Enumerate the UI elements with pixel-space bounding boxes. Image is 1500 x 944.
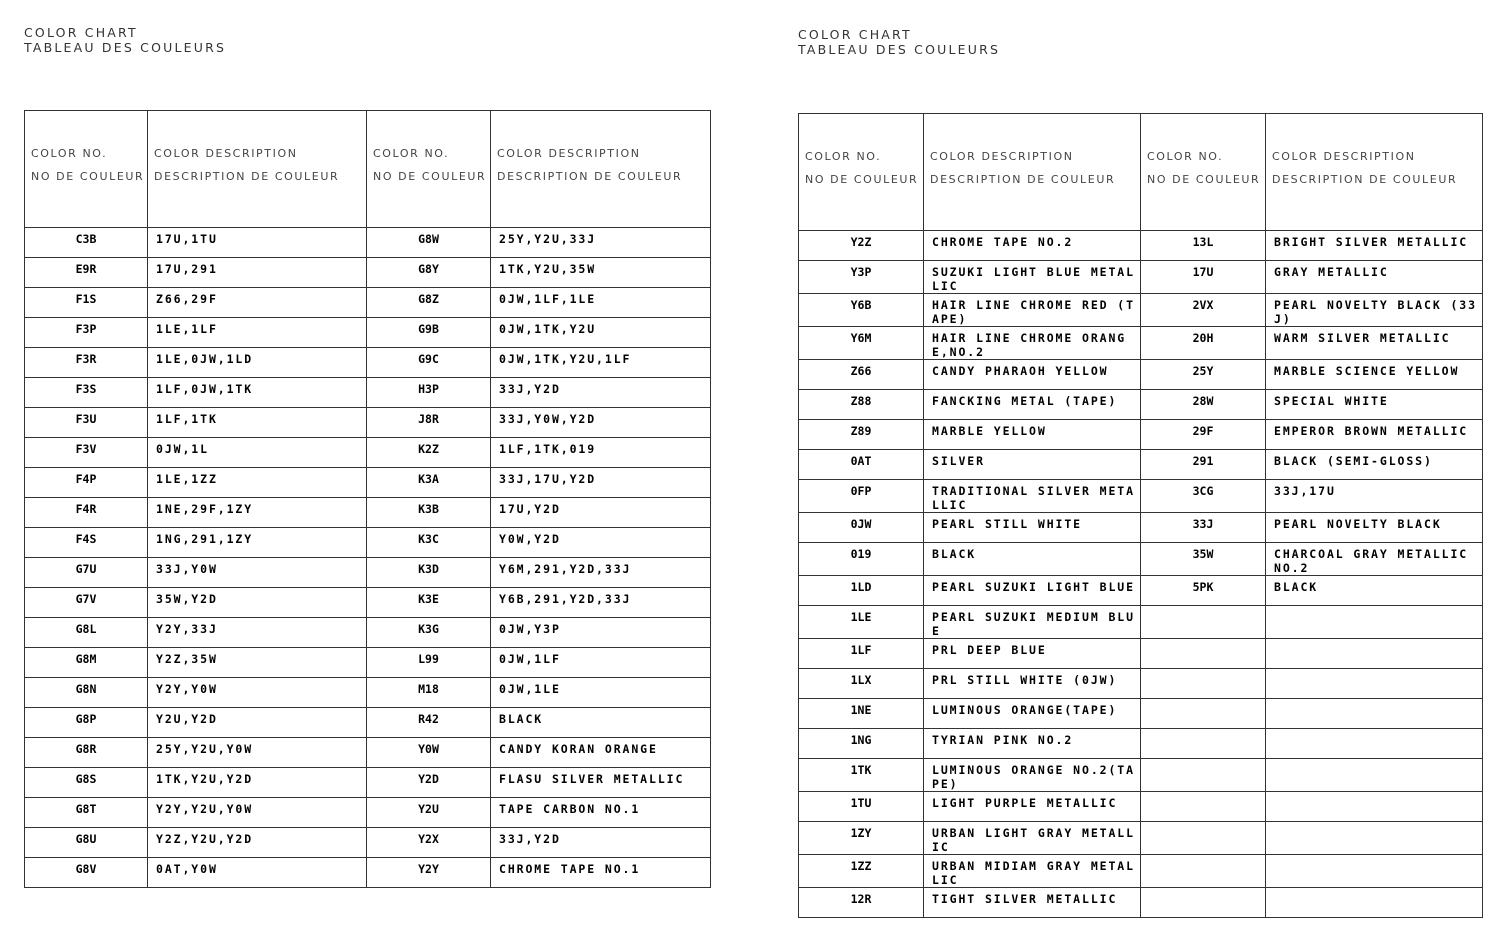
color-description: 1NE,29F,1ZY	[148, 498, 367, 528]
color-description	[1266, 855, 1483, 888]
table-row	[25, 738, 711, 768]
color-number: 3CG	[1141, 480, 1266, 513]
table-row	[799, 606, 1483, 639]
color-number: Y0W	[367, 738, 491, 768]
color-description: BLACK (SEMI-GLOSS)	[1266, 450, 1483, 480]
color-number: G8V	[25, 858, 148, 888]
color-number	[1141, 792, 1266, 822]
color-description: 17U,Y2D	[491, 498, 711, 528]
left-color-table	[24, 110, 711, 888]
color-description: 25Y,Y2U,Y0W	[148, 738, 367, 768]
table-row	[799, 231, 1483, 261]
color-description: EMPEROR BROWN METALLIC	[1266, 420, 1483, 450]
left-title-fr: TABLEAU DES COULEURS	[24, 40, 227, 55]
color-number: 1LX	[799, 669, 924, 699]
color-description: PRL DEEP BLUE	[924, 639, 1141, 669]
color-description	[1266, 639, 1483, 669]
color-description: BLACK	[491, 708, 711, 738]
color-number: F4P	[25, 468, 148, 498]
color-number: Y2X	[367, 828, 491, 858]
color-number: K2Z	[367, 438, 491, 468]
color-description: 25Y,Y2U,33J	[491, 228, 711, 258]
color-no-header: COLOR NO. NO DE COULEUR	[799, 114, 924, 231]
color-description: 33J,Y2D	[491, 378, 711, 408]
color-number: 35W	[1141, 543, 1266, 576]
color-description: FANCKING METAL (TAPE)	[924, 390, 1141, 420]
color-description: LUMINOUS ORANGE NO.2(TAPE)	[924, 759, 1141, 792]
color-description: 1TK,Y2U,Y2D	[148, 768, 367, 798]
color-number: G9B	[367, 318, 491, 348]
color-number: K3A	[367, 468, 491, 498]
color-description-header: COLOR DESCRIPTION DESCRIPTION DE COULEUR	[148, 111, 367, 228]
color-description: 17U,1TU	[148, 228, 367, 258]
color-number: Z66	[799, 360, 924, 390]
color-description: 0JW,1LF,1LE	[491, 288, 711, 318]
table-row	[25, 588, 711, 618]
table-row	[799, 822, 1483, 855]
table-row	[799, 420, 1483, 450]
color-number: 20H	[1141, 327, 1266, 360]
color-number: G8Y	[367, 258, 491, 288]
table-row	[25, 798, 711, 828]
color-description: MARBLE YELLOW	[924, 420, 1141, 450]
color-number: K3G	[367, 618, 491, 648]
color-number: Y3P	[799, 261, 924, 294]
right-title-fr: TABLEAU DES COULEURS	[798, 42, 1001, 57]
color-description	[1266, 606, 1483, 639]
color-number: G8W	[367, 228, 491, 258]
color-number: Y6M	[799, 327, 924, 360]
color-description: Y0W,Y2D	[491, 528, 711, 558]
color-number: 12R	[799, 888, 924, 918]
color-number: F3V	[25, 438, 148, 468]
color-description	[1266, 888, 1483, 918]
color-description	[1266, 699, 1483, 729]
color-description: 0JW,1LF	[491, 648, 711, 678]
color-no-header: COLOR NO. NO DE COULEUR	[25, 111, 148, 228]
table-row	[799, 699, 1483, 729]
color-number: 0AT	[799, 450, 924, 480]
color-number: H3P	[367, 378, 491, 408]
color-number: 0JW	[799, 513, 924, 543]
color-description: LIGHT PURPLE METALLIC	[924, 792, 1141, 822]
color-number: 1ZY	[799, 822, 924, 855]
table-row	[799, 513, 1483, 543]
color-description-header: COLOR DESCRIPTION DESCRIPTION DE COULEUR	[924, 114, 1141, 231]
color-description: 33J,17U,Y2D	[491, 468, 711, 498]
color-number: E9R	[25, 258, 148, 288]
color-number: 0FP	[799, 480, 924, 513]
color-description: CHROME TAPE NO.2	[924, 231, 1141, 261]
color-description: CANDY PHARAOH YELLOW	[924, 360, 1141, 390]
color-description: Y6B,291,Y2D,33J	[491, 588, 711, 618]
color-number	[1141, 759, 1266, 792]
table-row	[799, 360, 1483, 390]
color-number: K3B	[367, 498, 491, 528]
color-description: BLACK	[924, 543, 1141, 576]
color-number: K3E	[367, 588, 491, 618]
color-number: L99	[367, 648, 491, 678]
color-number: 28W	[1141, 390, 1266, 420]
color-description: 0AT,Y0W	[148, 858, 367, 888]
color-description	[1266, 759, 1483, 792]
color-description: 1LF,0JW,1TK	[148, 378, 367, 408]
table-row	[25, 708, 711, 738]
color-description: Y2Z,Y2U,Y2D	[148, 828, 367, 858]
color-description: PEARL SUZUKI LIGHT BLUE	[924, 576, 1141, 606]
table-row	[25, 528, 711, 558]
color-description: Y2U,Y2D	[148, 708, 367, 738]
color-description: MARBLE SCIENCE YELLOW	[1266, 360, 1483, 390]
color-description: PEARL STILL WHITE	[924, 513, 1141, 543]
table-row	[799, 327, 1483, 360]
color-number: Y2U	[367, 798, 491, 828]
color-number: G7U	[25, 558, 148, 588]
color-description: 1LE,1ZZ	[148, 468, 367, 498]
color-number: G8Z	[367, 288, 491, 318]
color-description: TYRIAN PINK NO.2	[924, 729, 1141, 759]
right-color-table	[798, 113, 1483, 918]
table-row	[799, 855, 1483, 888]
color-number	[1141, 888, 1266, 918]
color-number: 29F	[1141, 420, 1266, 450]
table-row	[25, 228, 711, 258]
color-description: 33J,17U	[1266, 480, 1483, 513]
table-row	[25, 438, 711, 468]
color-description: Y2Y,Y0W	[148, 678, 367, 708]
color-number: Y6B	[799, 294, 924, 327]
color-number	[1141, 729, 1266, 759]
color-number	[1141, 855, 1266, 888]
color-description: PEARL NOVELTY BLACK (33J)	[1266, 294, 1483, 327]
color-description: 1LF,1TK,019	[491, 438, 711, 468]
color-description: GRAY METALLIC	[1266, 261, 1483, 294]
table-row	[25, 318, 711, 348]
color-number: Y2Y	[367, 858, 491, 888]
table-row	[799, 759, 1483, 792]
table-row	[25, 258, 711, 288]
color-number: G8R	[25, 738, 148, 768]
color-description: 17U,291	[148, 258, 367, 288]
left-table-body	[25, 228, 711, 888]
table-header-row	[25, 111, 711, 228]
color-number: J8R	[367, 408, 491, 438]
color-description: SPECIAL WHITE	[1266, 390, 1483, 420]
color-description: URBAN LIGHT GRAY METALLIC	[924, 822, 1141, 855]
table-row	[25, 498, 711, 528]
color-number: 33J	[1141, 513, 1266, 543]
color-description: PEARL SUZUKI MEDIUM BLUE	[924, 606, 1141, 639]
color-number: M18	[367, 678, 491, 708]
color-number: F1S	[25, 288, 148, 318]
color-description: BRIGHT SILVER METALLIC	[1266, 231, 1483, 261]
color-number: K3C	[367, 528, 491, 558]
color-number: G8P	[25, 708, 148, 738]
color-number: G8U	[25, 828, 148, 858]
table-row	[25, 558, 711, 588]
color-number: 1TK	[799, 759, 924, 792]
color-number: 1NE	[799, 699, 924, 729]
color-description: 1LE,0JW,1LD	[148, 348, 367, 378]
color-description: 1LF,1TK	[148, 408, 367, 438]
table-row	[25, 828, 711, 858]
table-row	[799, 729, 1483, 759]
color-description: 1NG,291,1ZY	[148, 528, 367, 558]
color-number: Y2D	[367, 768, 491, 798]
color-number: G8N	[25, 678, 148, 708]
color-number: C3B	[25, 228, 148, 258]
color-description	[1266, 669, 1483, 699]
color-description: CHROME TAPE NO.1	[491, 858, 711, 888]
table-row	[799, 543, 1483, 576]
table-row	[799, 792, 1483, 822]
color-description: Y6M,291,Y2D,33J	[491, 558, 711, 588]
color-number: 1TU	[799, 792, 924, 822]
table-row	[25, 618, 711, 648]
color-description: SILVER	[924, 450, 1141, 480]
color-description: Z66,29F	[148, 288, 367, 318]
color-description-header: COLOR DESCRIPTION DESCRIPTION DE COULEUR	[491, 111, 711, 228]
color-number: 1LE	[799, 606, 924, 639]
left-title-en: COLOR CHART	[24, 25, 138, 40]
color-number	[1141, 822, 1266, 855]
color-number	[1141, 606, 1266, 639]
color-description: TRADITIONAL SILVER METALLIC	[924, 480, 1141, 513]
color-description: HAIR LINE CHROME RED (TAPE)	[924, 294, 1141, 327]
table-row	[799, 294, 1483, 327]
color-description: 0JW,1TK,Y2U,1LF	[491, 348, 711, 378]
color-number	[1141, 639, 1266, 669]
color-description: LUMINOUS ORANGE(TAPE)	[924, 699, 1141, 729]
color-number: 1LF	[799, 639, 924, 669]
color-description: Y2Y,Y2U,Y0W	[148, 798, 367, 828]
color-number: F3P	[25, 318, 148, 348]
color-number: 019	[799, 543, 924, 576]
color-description: TAPE CARBON NO.1	[491, 798, 711, 828]
color-description: Y2Y,33J	[148, 618, 367, 648]
color-number: G8M	[25, 648, 148, 678]
color-description: 0JW,Y3P	[491, 618, 711, 648]
color-description: 35W,Y2D	[148, 588, 367, 618]
color-description: BLACK	[1266, 576, 1483, 606]
color-number: Y2Z	[799, 231, 924, 261]
color-description: 33J,Y2D	[491, 828, 711, 858]
color-description: CHARCOAL GRAY METALLIC NO.2	[1266, 543, 1483, 576]
table-row	[799, 390, 1483, 420]
right-title-en: COLOR CHART	[798, 27, 912, 42]
color-number: G9C	[367, 348, 491, 378]
color-number: F3U	[25, 408, 148, 438]
color-number: F4R	[25, 498, 148, 528]
color-number: G8S	[25, 768, 148, 798]
table-row	[799, 669, 1483, 699]
color-number: 25Y	[1141, 360, 1266, 390]
color-description: PEARL NOVELTY BLACK	[1266, 513, 1483, 543]
color-description: 0JW,1LE	[491, 678, 711, 708]
color-number: 1ZZ	[799, 855, 924, 888]
color-description: URBAN MIDIAM GRAY METALLIC	[924, 855, 1141, 888]
table-row	[799, 450, 1483, 480]
color-number: 5PK	[1141, 576, 1266, 606]
color-number: K3D	[367, 558, 491, 588]
color-description: 33J,Y0W	[148, 558, 367, 588]
color-description: 1LE,1LF	[148, 318, 367, 348]
color-description: HAIR LINE CHROME ORANGE,NO.2	[924, 327, 1141, 360]
table-row	[25, 678, 711, 708]
color-no-header: COLOR NO. NO DE COULEUR	[367, 111, 491, 228]
color-number: 291	[1141, 450, 1266, 480]
table-row	[799, 639, 1483, 669]
color-number: R42	[367, 708, 491, 738]
color-description: 33J,Y0W,Y2D	[491, 408, 711, 438]
color-number	[1141, 669, 1266, 699]
table-row	[25, 768, 711, 798]
color-number: 1NG	[799, 729, 924, 759]
color-description: FLASU SILVER METALLIC	[491, 768, 711, 798]
color-description: TIGHT SILVER METALLIC	[924, 888, 1141, 918]
color-number: Z88	[799, 390, 924, 420]
table-row	[25, 348, 711, 378]
table-row	[25, 648, 711, 678]
table-row	[799, 261, 1483, 294]
color-description: 1TK,Y2U,35W	[491, 258, 711, 288]
color-number: 2VX	[1141, 294, 1266, 327]
color-description: Y2Z,35W	[148, 648, 367, 678]
color-number: Z89	[799, 420, 924, 450]
color-number: F3S	[25, 378, 148, 408]
color-number: F3R	[25, 348, 148, 378]
color-description: PRL STILL WHITE (0JW)	[924, 669, 1141, 699]
color-number	[1141, 699, 1266, 729]
color-no-header: COLOR NO. NO DE COULEUR	[1141, 114, 1266, 231]
color-description: SUZUKI LIGHT BLUE METALLIC	[924, 261, 1141, 294]
color-number: G7V	[25, 588, 148, 618]
table-row	[799, 888, 1483, 918]
color-description-header: COLOR DESCRIPTION DESCRIPTION DE COULEUR	[1266, 114, 1483, 231]
color-number: G8T	[25, 798, 148, 828]
color-description: CANDY KORAN ORANGE	[491, 738, 711, 768]
color-number: 13L	[1141, 231, 1266, 261]
color-number: 1LD	[799, 576, 924, 606]
table-header-row	[799, 114, 1483, 231]
table-row	[799, 576, 1483, 606]
color-description	[1266, 729, 1483, 759]
table-row	[799, 480, 1483, 513]
color-description	[1266, 822, 1483, 855]
color-description: 0JW,1TK,Y2U	[491, 318, 711, 348]
right-table-body	[799, 231, 1483, 918]
table-row	[25, 468, 711, 498]
color-number: F4S	[25, 528, 148, 558]
table-row	[25, 378, 711, 408]
color-number: G8L	[25, 618, 148, 648]
table-row	[25, 288, 711, 318]
table-row	[25, 408, 711, 438]
color-description: WARM SILVER METALLIC	[1266, 327, 1483, 360]
color-description: 0JW,1L	[148, 438, 367, 468]
color-number: 17U	[1141, 261, 1266, 294]
table-row	[25, 858, 711, 888]
color-description	[1266, 792, 1483, 822]
